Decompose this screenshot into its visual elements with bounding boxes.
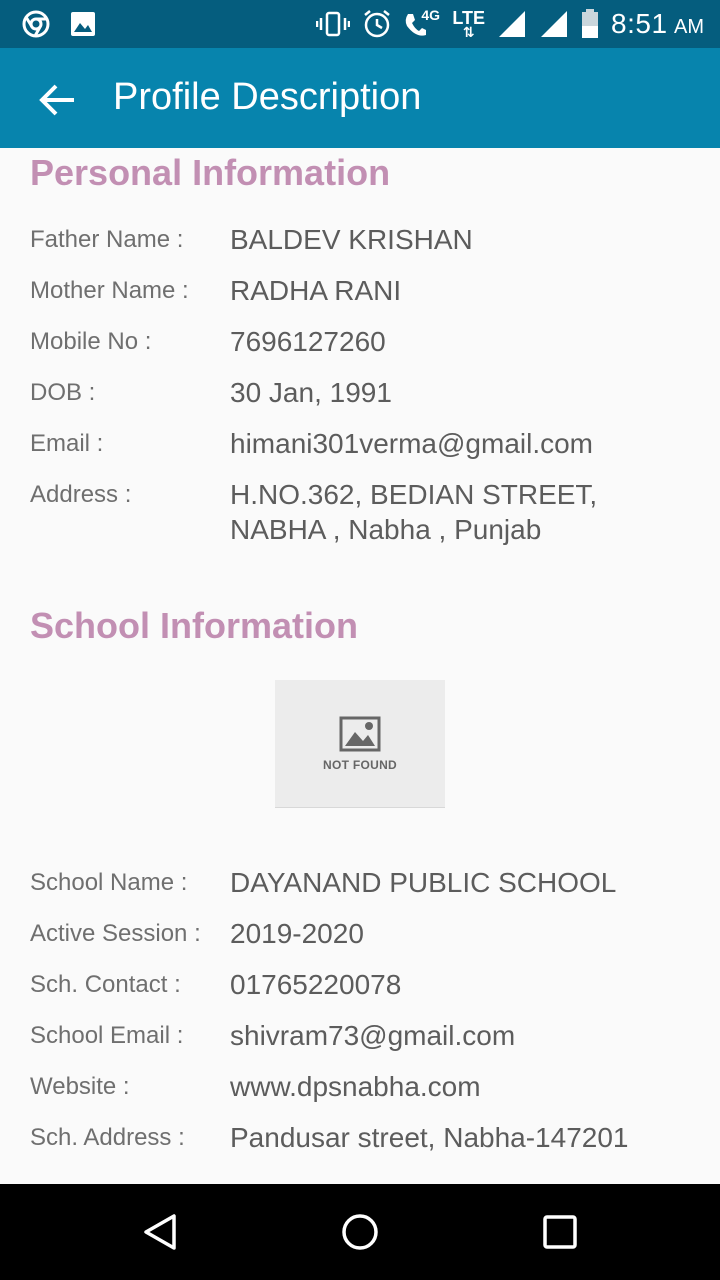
field-label: Active Session :	[30, 920, 201, 947]
field-label: Email :	[30, 430, 104, 457]
status-time: 8:51	[611, 8, 668, 39]
image-icon	[339, 716, 381, 752]
page-title: Profile Description	[113, 76, 422, 118]
network-type-label: 4G	[421, 7, 441, 23]
home-circle-icon[interactable]	[340, 1212, 380, 1252]
app-bar	[0, 48, 720, 148]
image-icon	[70, 11, 96, 37]
school-address-value: Pandusar street, Nabha-147201	[230, 1122, 629, 1153]
signal-icon	[539, 9, 569, 39]
field-label: DOB :	[30, 379, 96, 406]
field-label: Sch. Address :	[30, 1124, 185, 1151]
arrow-left-icon[interactable]	[38, 80, 78, 120]
mobile-value: 7696127260	[230, 326, 386, 357]
lte-label: LTE	[452, 8, 486, 28]
personal-info-heading: Personal Information	[30, 152, 391, 193]
field-label: Mobile No :	[30, 328, 152, 355]
field-label: Sch. Contact :	[30, 971, 181, 998]
school-email-value: shivram73@gmail.com	[230, 1020, 516, 1051]
address-value: H.NO.362, BEDIAN STREET, NABHA , Nabha , Punjab	[230, 479, 598, 545]
website-value: www.dpsnabha.com	[230, 1071, 481, 1102]
status-bar	[0, 0, 720, 48]
signal-icon	[497, 9, 527, 39]
field-label: School Name :	[30, 869, 188, 896]
field-label: Father Name :	[30, 226, 184, 253]
vibrate-icon	[316, 10, 350, 38]
field-label: Address :	[30, 481, 132, 508]
wifi-call-icon	[404, 9, 440, 39]
father-name-value: BALDEV KRISHAN	[230, 224, 473, 255]
battery-icon	[581, 9, 599, 39]
mother-name-value: RADHA RANI	[230, 275, 402, 306]
clock	[611, 8, 704, 40]
field-label: School Email :	[30, 1022, 184, 1049]
system-nav-bar	[0, 1184, 720, 1280]
not-found-label: NOT FOUND	[322, 757, 398, 772]
school-info-heading: School Information	[30, 605, 358, 646]
field-label: Website :	[30, 1073, 130, 1100]
lte-indicator: LTE ⇅	[452, 8, 486, 40]
back-triangle-icon[interactable]	[140, 1212, 180, 1252]
active-session-value: 2019-2020	[230, 918, 364, 949]
dob-value: 30 Jan, 1991	[230, 377, 392, 408]
school-contact-value: 01765220078	[230, 969, 402, 1000]
recents-square-icon[interactable]	[540, 1212, 580, 1252]
field-label: Mother Name :	[30, 277, 189, 304]
email-value: himani301verma@gmail.com	[230, 428, 594, 459]
alarm-icon	[362, 9, 392, 39]
school-name-value: DAYANAND PUBLIC SCHOOL	[230, 867, 617, 898]
status-ampm: AM	[674, 16, 704, 38]
chrome-icon	[22, 10, 50, 38]
school-logo-placeholder	[275, 680, 445, 808]
